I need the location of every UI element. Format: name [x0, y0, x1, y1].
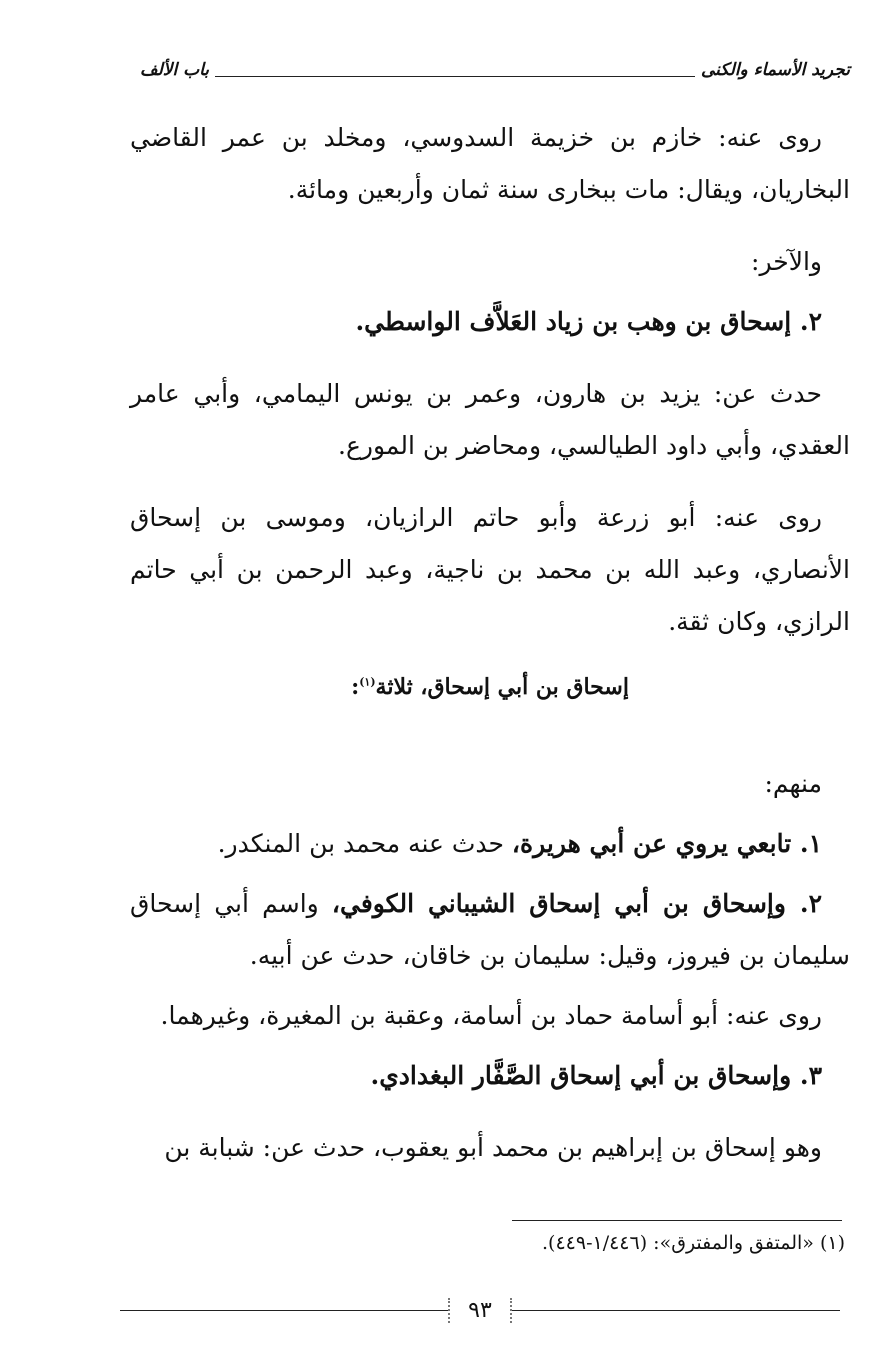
running-header: [140, 50, 850, 90]
footnote: (١) «المتفق والمفترق»: (١/٤٤٦-٤٤٩).: [541, 1232, 845, 1254]
paragraph-other: والآخر:: [751, 247, 822, 276]
entry-2-text: واسم أبي إسحاق سليمان بن فيروز، وقيل: سليمان بن خاقان، حدث عن أبيه.: [130, 889, 850, 970]
entry-2: [130, 878, 850, 982]
page-footer: [120, 1290, 840, 1330]
section-heading: [130, 674, 850, 700]
footer-rule-right: [512, 1310, 840, 1311]
header-book-title: تجريد الأسماء والكنى: [700, 60, 850, 80]
paragraph-narrators-2: روى عنه: أبو زرعة وأبو حاتم الرازيان، وموسى بن إسحاق الأنصاري، وعبد الله بن محمد بن ناجية، وعبد الرحمن بن أبي حاتم الرازي، وكان ثقة.: [130, 503, 850, 636]
entry-3-title: ٣. وإسحاق بن أبي إسحاق الصَّفَّار البغدادي.: [370, 1061, 822, 1090]
main-text: [130, 112, 850, 1194]
entry-1: [130, 818, 850, 870]
paragraph-entry-3: وهو إسحاق بن إبراهيم بن محمد أبو يعقوب، حدث عن: شبابة بن: [164, 1133, 822, 1162]
footnote-marker: (١): [359, 675, 376, 689]
entry-1-title: ١. تابعي يروي عن أبي هريرة،: [511, 829, 822, 858]
footnote-rule: [512, 1220, 842, 1221]
page-number: ٩٣: [448, 1298, 512, 1323]
header-chapter: باب الألف: [140, 60, 210, 80]
paragraph-among-them: منهم:: [764, 769, 822, 798]
section-heading-text: إسحاق بن أبي إسحاق، ثلاثة: [375, 674, 629, 700]
paragraph-narrated-from: حدث عن: يزيد بن هارون، وعمر بن يونس اليمامي، وأبي عامر العقدي، وأبي داود الطيالسي، ومحاضر بن المورع.: [130, 379, 850, 460]
paragraph-narrators-1: روى عنه: خازم بن خزيمة السدوسي، ومخلد بن عمر القاضي البخاريان، ويقال: مات ببخارى سنة ثمان وأربعين ومائة.: [130, 123, 850, 204]
entry-heading-2: ٢. إسحاق بن وهب بن زياد العَلاَّف الواسطي.: [355, 307, 822, 336]
paragraph-narrators-3: روى عنه: أبو أسامة حماد بن أسامة، وعقبة بن المغيرة، وغيرهما.: [160, 1001, 822, 1030]
footer-rule-left: [120, 1310, 448, 1311]
entry-2-title: ٢. وإسحاق بن أبي إسحاق الشيباني الكوفي،: [331, 889, 823, 918]
header-rule: [215, 76, 695, 77]
section-heading-colon: :: [351, 674, 360, 700]
entry-1-text: حدث عنه محمد بن المنكدر.: [217, 829, 512, 858]
